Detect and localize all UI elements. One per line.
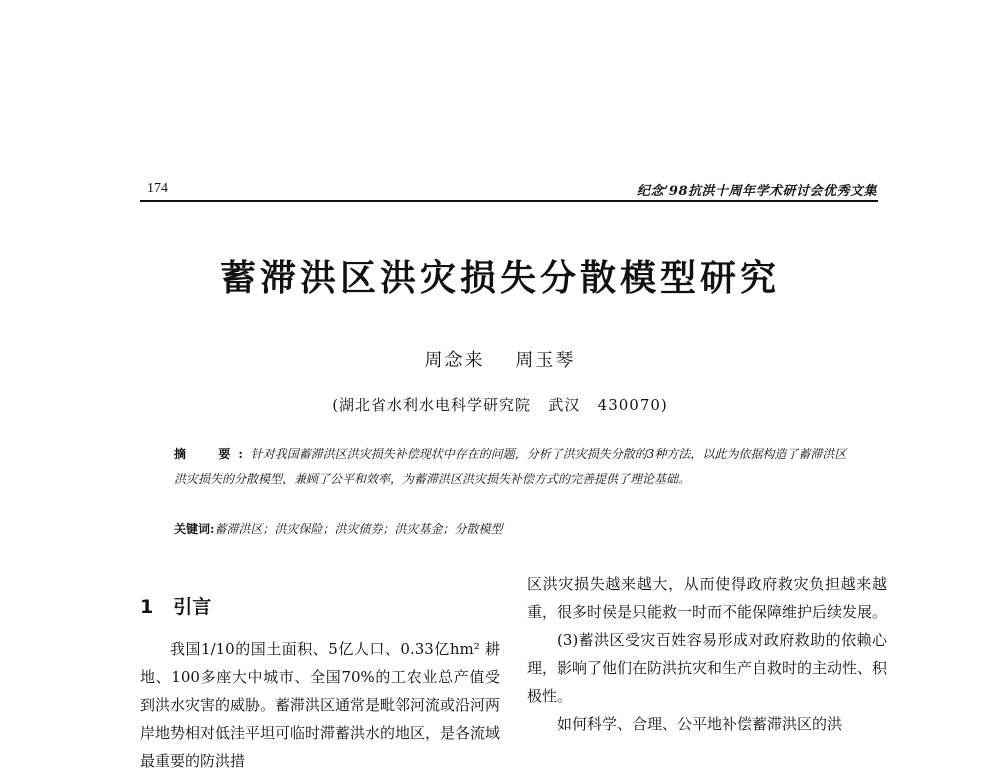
page-number: 174	[147, 181, 168, 196]
abstract-label: 摘 要:	[174, 447, 251, 461]
right-column	[527, 570, 887, 738]
section-number: 1	[140, 596, 154, 618]
body-paragraph: 如何科学、合理、公平地补偿蓄滞洪区的洪	[557, 715, 843, 733]
body-paragraph: (3)蓄洪区受灾百姓容易形成对政府救助的依赖心理，影响了他们在防洪抗灾和生产自救时的主动性、积极性。	[527, 631, 888, 705]
authors: 周念来 周玉琴	[424, 350, 576, 371]
keywords-label: 关键词:	[174, 522, 215, 536]
section-title: 引言	[173, 596, 212, 618]
affiliation: (湖北省水利水电科学研究院 武汉 430070)	[332, 396, 668, 414]
header-rule	[140, 200, 878, 202]
keywords-text: 蓄滞洪区；洪灾保险；洪灾债券；洪灾基金；分散模型	[214, 522, 503, 536]
left-column	[140, 580, 500, 775]
section-heading	[140, 592, 500, 619]
keywords	[174, 520, 850, 537]
paper-title: 蓄滞洪区洪灾损失分散模型研究	[219, 258, 780, 299]
running-header: 纪念’98抗洪十周年学术研讨会优秀文集	[636, 184, 877, 199]
abstract-text: 针对我国蓄滞洪区洪灾损失补偿现状中存在的问题，分析了洪灾损失分散的3种方法，以此为依据构造了蓄滞洪区洪灾损失的分散模型，兼顾了公平和效率，为蓄滞洪区洪灾损失补偿方式的完善提供了理论基础。	[174, 447, 847, 486]
abstract	[174, 442, 850, 492]
body-paragraph: 区洪灾损失越来越大，从而使得政府救灾负担越来越重，很多时侯是只能救一时而不能保障维护后续发展。	[527, 575, 888, 621]
body-paragraph: 我国1/10的国土面积、5亿人口、0.33亿hm² 耕地、100多座大中城市、全国70%的工农业总产值受到洪水灾害的威胁。蓄滞洪区通常是毗邻河流或沿河两岸地势相对低洼平坦可临时滞蓄洪水的地区，是各流域最重要的防洪措	[140, 640, 501, 770]
